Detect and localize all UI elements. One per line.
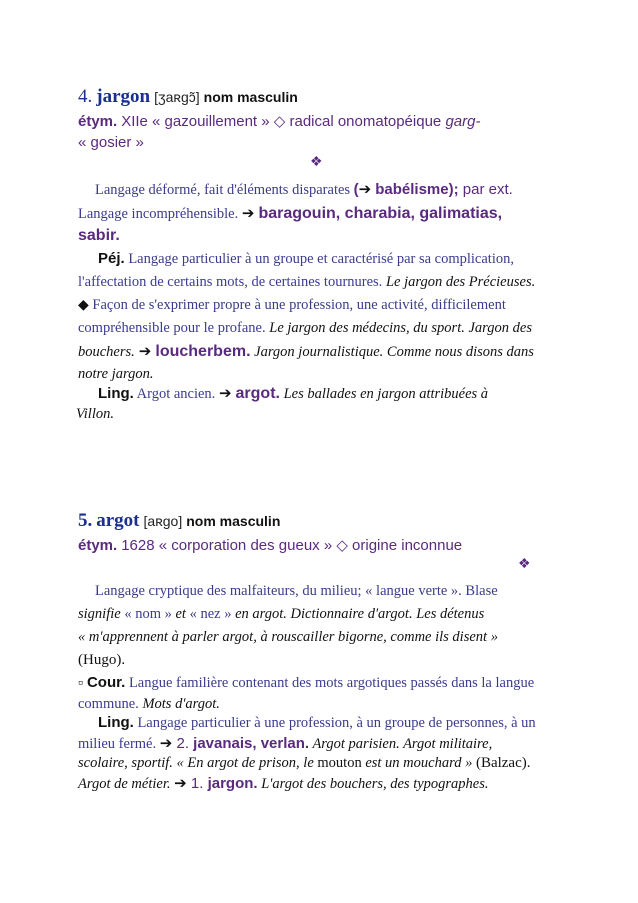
cour-example: Mots d'argot. (142, 696, 220, 712)
entry-number: 4. (78, 86, 93, 107)
cour-label: Cour. (86, 674, 126, 691)
etymology-line (78, 536, 462, 555)
ling-text-2: milieu fermé. (78, 736, 160, 752)
xref-loucherbem[interactable]: loucherbem. (155, 343, 251, 360)
ling-example-2b: est un mouchard » (361, 755, 476, 771)
cour-text: Langue familière contenant des mots argotiques passés dans la langue (125, 675, 535, 691)
ling-label: Ling. (98, 385, 134, 402)
etymology-text: 1628 « corporation des gueux » ◇ origine inconnue (121, 537, 463, 554)
facon-example: Le jargon des médecins, du sport. Jargon des (269, 320, 532, 336)
facon-example-3: Jargon journalistique. Comme nous disons dans (250, 344, 534, 360)
ling-sense-cont (78, 734, 492, 753)
arrow-icon: ➔ (241, 206, 255, 222)
entry-argot (78, 510, 568, 800)
grammar-category: nom masculin (186, 513, 281, 529)
cour-sense (78, 674, 534, 692)
arrow-icon: ➔ (358, 182, 372, 198)
facon-example-4: notre jargon. (78, 366, 154, 382)
ling-example-3: Argot de métier. (78, 776, 175, 792)
definition-1 (95, 180, 513, 199)
etymology-root: garg- (445, 113, 481, 130)
cour-sense-cont (78, 695, 220, 713)
def1-text: Langage déformé, fait d'éléments disparates (95, 182, 354, 198)
def1-text: Langage cryptique des malfaiteurs, du milieu; « langue verte ». Blase (95, 583, 498, 599)
ling-mouton: mouton (317, 755, 362, 771)
pej-text-2: l'affectation de certains mots, de certaines tournures. (78, 274, 386, 290)
def1-nez: « nez » (185, 606, 236, 622)
pej-example: Le jargon des Précieuses. (385, 274, 536, 290)
pej-sense (98, 250, 514, 268)
xref-synonyms[interactable]: baragouin, charabia, galimatias, (258, 205, 503, 222)
ling-sense-cont (76, 405, 114, 423)
pej-text: Langage particulier à un groupe et caractérisé par sa complication, (124, 251, 514, 267)
ling-sense-cont-3 (78, 774, 489, 793)
ling-sense-cont-2 (78, 754, 531, 772)
definition-1-cont-2 (78, 628, 498, 646)
ling-sense (98, 714, 536, 732)
etymology-label: étym. (78, 537, 118, 554)
ling-example-2: scolaire, sportif. « En argot de prison, le (78, 755, 318, 771)
ling-example-4: L'argot des bouchers, des typographes. (257, 776, 489, 792)
def1-et: et (175, 606, 186, 622)
etymology-label: étym. (78, 113, 118, 130)
facon-text-2: compréhensible pour le profane. (78, 320, 270, 336)
facon-sense-cont-3 (78, 365, 153, 383)
xref-javanais-verlan[interactable]: javanais, verlan. (193, 735, 310, 752)
ornament-icon: ❖ (518, 557, 531, 572)
def1-paren: ( (353, 181, 359, 198)
etymology-line (78, 112, 480, 131)
ling-label: Ling. (98, 714, 134, 731)
xref-argot[interactable]: argot. (235, 385, 280, 402)
pronunciation: [ʒaʀgɔ̃] (154, 89, 200, 105)
def1-example: en argot. Dictionnaire d'argot. Les détenus (235, 606, 485, 622)
etymology-text: XIIe « gazouillement » ◇ radical onomatopéique (121, 113, 446, 130)
def1-par-ext: par ext. (458, 181, 513, 198)
sense-number-2: 2. (172, 735, 194, 752)
facon-sense (78, 296, 506, 314)
definition-2 (78, 204, 502, 223)
def1-source: (Hugo). (78, 652, 126, 668)
ling-example: Argot parisien. Argot militaire, (309, 736, 493, 752)
def1-quote: « m'apprennent à parler argot, à rouscailler bigorne, comme ils disent » (78, 629, 498, 645)
entry-jargon (76, 86, 568, 422)
headword: argot (96, 510, 140, 531)
arrow-icon: ➔ (138, 344, 152, 360)
def1-nom: « nom » (120, 606, 176, 622)
def1-signifie: signifie (78, 606, 121, 622)
grammar-category: nom masculin (203, 89, 298, 105)
pej-label: Péj. (98, 250, 125, 267)
xref-sabir[interactable]: sabir. (78, 227, 120, 244)
diamond-bullet-icon: ◆ (78, 298, 89, 313)
headword: jargon (96, 86, 151, 107)
xref-jargon[interactable]: jargon. (207, 775, 258, 792)
square-bullet-icon: ▫ (78, 676, 83, 691)
headword-line (78, 86, 298, 108)
definition-1-cont (78, 605, 484, 623)
ling-text: Argot ancien. (133, 386, 219, 402)
cour-text-2: commune. (78, 696, 143, 712)
arrow-icon: ➔ (159, 736, 173, 752)
definition-1-cont-3 (78, 651, 125, 669)
arrow-icon: ➔ (174, 776, 187, 792)
headword-line (78, 510, 280, 532)
ling-text: Langage particulier à une profession, à un groupe de personnes, à un (133, 715, 536, 731)
ling-example: Les ballades en jargon attribuées à (279, 386, 489, 402)
sense-number-1: 1. (186, 775, 208, 792)
definition-2-cont (78, 227, 120, 245)
facon-sense-cont (78, 319, 532, 337)
def2-text: Langage incompréhensible. (78, 206, 242, 222)
facon-text: Façon de s'exprimer propre à une profession, une activité, difficilement (88, 297, 506, 313)
ling-balzac: (Balzac). (475, 755, 531, 771)
facon-sense-cont-2 (78, 342, 534, 361)
definition-1 (95, 582, 498, 600)
pronunciation: [aʀgo] (143, 513, 183, 529)
ling-example-2: Villon. (76, 406, 114, 422)
xref-babelisme[interactable]: babélisme); (375, 181, 459, 198)
entry-number: 5. (78, 510, 93, 531)
pej-sense-cont (78, 273, 535, 291)
ling-sense (98, 384, 488, 403)
facon-example-2: bouchers. (78, 344, 135, 360)
arrow-icon: ➔ (218, 386, 232, 402)
etymology-line-2 (78, 134, 144, 152)
ornament-icon: ❖ (310, 155, 323, 170)
etymology-text-2: « gosier » (78, 134, 144, 151)
